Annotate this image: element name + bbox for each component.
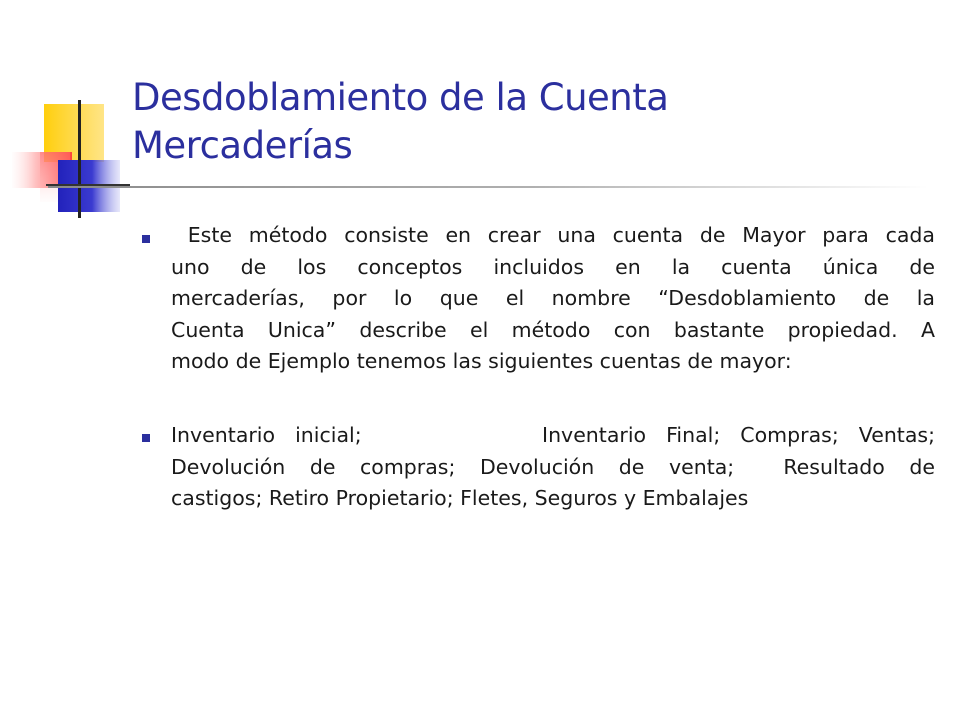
paragraph-line: Este método consiste en crear una cuenta de Mayor para cada: [171, 223, 935, 247]
paragraph-line: Inventario inicial; Inventario Final; Compras; Ventas;: [171, 423, 935, 447]
paragraph-line: mercaderías, por lo que el nombre “Desdoblamiento de la: [171, 286, 935, 310]
bullet-paragraph-1: [171, 220, 935, 378]
paragraph-line: modo de Ejemplo tenemos las siguientes cuentas de mayor:: [171, 349, 792, 373]
title-underline: [48, 186, 928, 188]
slide-title-line-2: Mercaderías: [132, 124, 353, 167]
paragraph-line: uno de los conceptos incluidos en la cuenta única de: [171, 254, 935, 279]
decorative-corner-graphic: [0, 0, 140, 230]
vertical-line: [78, 100, 81, 218]
paragraph-line: Cuenta Unica” describe el método con bastante propiedad. A: [171, 317, 935, 342]
bullet-marker: [142, 235, 150, 243]
bullet-paragraph-2: [171, 420, 935, 515]
paragraph-line: castigos; Retiro Propietario; Fletes, Seguros y Embalajes: [171, 486, 749, 510]
slide-title-line-1: Desdoblamiento de la Cuenta: [132, 76, 669, 119]
paragraph-line: Devolución de compras; Devolución de venta; Resultado de: [171, 454, 935, 479]
bullet-marker: [142, 434, 150, 442]
slide-title: [132, 74, 932, 170]
